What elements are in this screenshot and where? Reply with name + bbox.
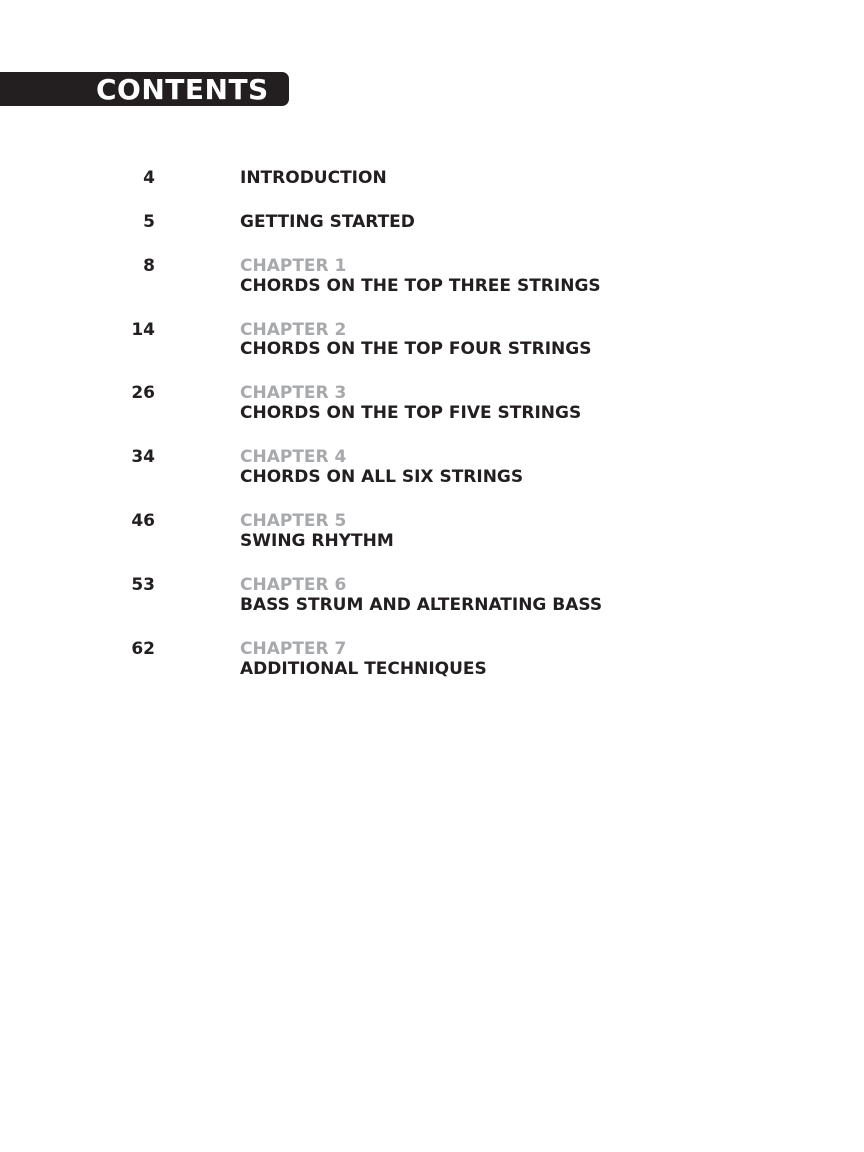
toc-entry-title: INTRODUCTION (240, 168, 387, 188)
toc-page-number: 26 (131, 383, 155, 403)
toc-chapter-label: CHAPTER 3 (240, 383, 347, 403)
toc-chapter-label: CHAPTER 2 (240, 320, 347, 340)
toc-chapter-label: CHAPTER 5 (240, 511, 347, 531)
toc-page-number: 8 (143, 256, 155, 276)
toc-entry-title: SWING RHYTHM (240, 531, 394, 551)
toc-entry-title: CHORDS ON THE TOP FIVE STRINGS (240, 403, 582, 423)
toc-page-number: 62 (131, 639, 155, 659)
toc-page-number: 5 (143, 212, 155, 232)
page-title: CONTENTS (96, 73, 269, 106)
toc-entry-title: CHORDS ON ALL SIX STRINGS (240, 467, 524, 487)
toc-chapter-label: CHAPTER 7 (240, 639, 347, 659)
toc-entry-title: CHORDS ON THE TOP FOUR STRINGS (240, 339, 592, 359)
toc-entry-title: CHORDS ON THE TOP THREE STRINGS (240, 276, 601, 296)
toc-page-number: 46 (131, 511, 155, 531)
toc-page-number: 4 (143, 168, 155, 188)
toc-chapter-label: CHAPTER 4 (240, 447, 347, 467)
toc-entry-title: ADDITIONAL TECHNIQUES (240, 659, 487, 679)
toc-page-number: 14 (131, 320, 155, 340)
toc-entry-title: GETTING STARTED (240, 212, 415, 232)
toc-chapter-label: CHAPTER 6 (240, 575, 347, 595)
toc-page-number: 53 (131, 575, 155, 595)
toc-entry-title: BASS STRUM AND ALTERNATING BASS (240, 595, 603, 615)
toc-chapter-label: CHAPTER 1 (240, 256, 347, 276)
toc-page-number: 34 (131, 447, 155, 467)
